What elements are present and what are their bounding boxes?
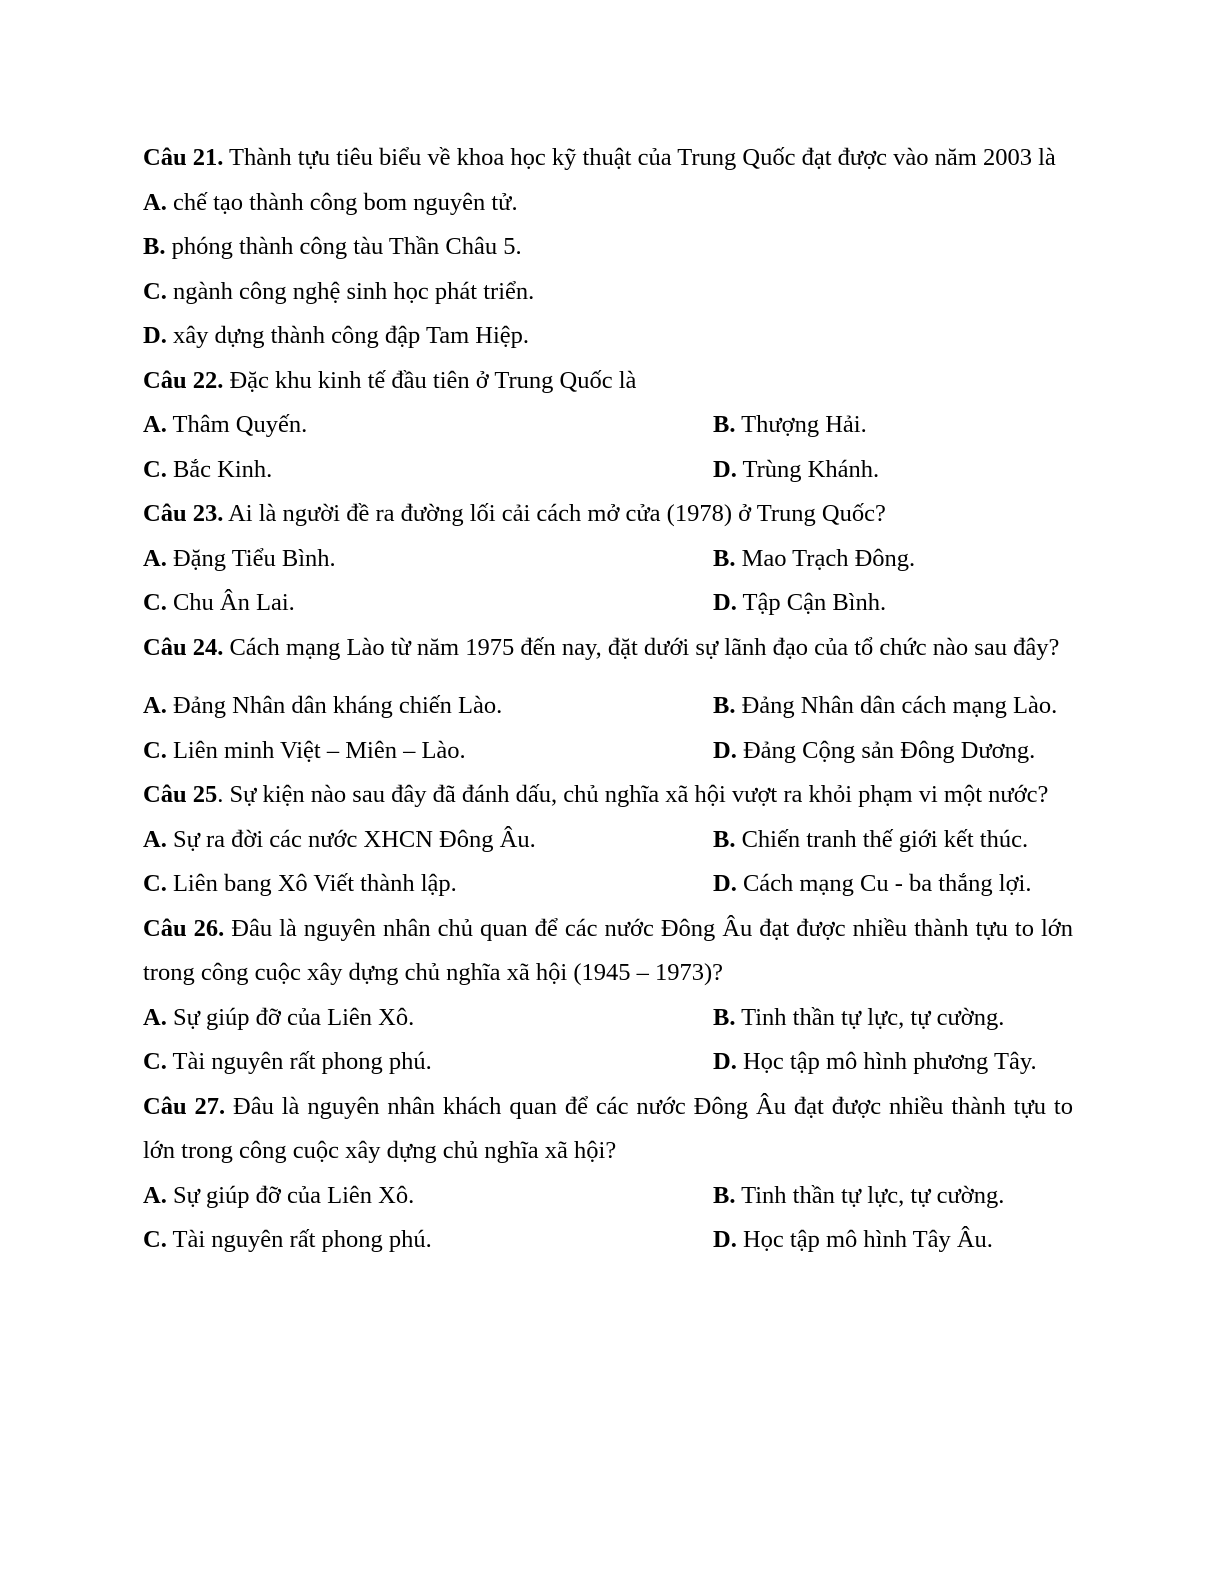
option-letter: B.: [143, 233, 166, 260]
option-row: [143, 448, 1073, 493]
option-text: Liên minh Việt – Miên – Lào.: [166, 736, 466, 764]
option-letter: A.: [143, 692, 167, 719]
question-25: [143, 773, 1073, 818]
option-letter: D.: [143, 322, 167, 349]
question-label: Câu 21.: [143, 144, 224, 171]
option-letter: C.: [143, 736, 167, 764]
option-row: [143, 729, 1073, 774]
option-23-c: [143, 581, 713, 626]
option-text: Đặng Tiểu Bình.: [166, 544, 336, 572]
option-text: Đảng Cộng sản Đông Dương.: [736, 736, 1036, 764]
option-row: [143, 996, 1073, 1041]
document-page: [143, 136, 1073, 1263]
option-25-c: [143, 862, 713, 907]
option-23-b: [713, 537, 1073, 582]
question-text: Cách mạng Lào từ năm 1975 đến nay, đặt dưới sự lãnh đạo của tổ chức nào sau đây?: [223, 633, 1060, 661]
question-27: [143, 1085, 1073, 1174]
option-26-b: [713, 996, 1073, 1041]
option-letter: A.: [143, 411, 167, 438]
option-21-b: [143, 225, 1073, 270]
option-letter: C.: [143, 589, 167, 616]
option-letter: D.: [713, 736, 737, 764]
option-25-a: [143, 818, 713, 863]
option-letter: D.: [713, 589, 737, 616]
option-letter: D.: [713, 870, 737, 897]
option-letter: A.: [143, 1181, 167, 1209]
option-text: Chu Ân Lai.: [166, 589, 295, 616]
option-letter: C.: [143, 1226, 167, 1253]
option-text: Tài nguyên rất phong phú.: [166, 1048, 432, 1075]
question-text: Đâu là nguyên nhân chủ quan để các nước Đông Âu đạt được nhiều thành tựu to lớn trong công cuộc xây dựng chủ nghĩa xã hội (1945 – 1973)?: [143, 914, 1074, 986]
option-row: [143, 537, 1073, 582]
option-letter: A.: [143, 1003, 167, 1031]
option-text: Đảng Nhân dân cách mạng Lào.: [735, 692, 1058, 719]
option-row: [143, 581, 1073, 626]
option-text: Tinh thần tự lực, tự cường.: [735, 1181, 1005, 1209]
question-text: Đặc khu kinh tế đầu tiên ở Trung Quốc là: [223, 366, 637, 394]
option-letter: D.: [713, 1048, 737, 1075]
option-letter: D.: [713, 455, 737, 483]
option-text: phóng thành công tàu Thần Châu 5.: [165, 233, 522, 260]
option-text: Trùng Khánh.: [736, 455, 880, 483]
option-24-a: [143, 684, 713, 729]
question-21: [143, 136, 1073, 181]
option-23-a: [143, 537, 713, 582]
option-letter: C.: [143, 277, 167, 305]
question-label: Câu 23.: [143, 500, 224, 527]
option-26-d: [713, 1040, 1073, 1085]
option-text: Chiến tranh thế giới kết thúc.: [735, 825, 1029, 853]
option-text: Mao Trạch Đông.: [735, 544, 916, 572]
option-letter: B.: [713, 1181, 736, 1209]
option-text: ngành công nghệ sinh học phát triển.: [166, 277, 535, 305]
option-letter: B.: [713, 1003, 736, 1031]
option-row: [143, 818, 1073, 863]
option-row: [143, 403, 1073, 448]
option-row: [143, 862, 1073, 907]
option-24-b: [713, 684, 1073, 729]
option-letter: C.: [143, 455, 167, 483]
option-22-d: [713, 448, 1073, 493]
option-text: Thâm Quyến.: [166, 411, 308, 438]
option-text: Đảng Nhân dân kháng chiến Lào.: [166, 692, 503, 719]
option-22-a: [143, 403, 713, 448]
option-text: Tập Cận Bình.: [736, 589, 887, 616]
option-letter: A.: [143, 825, 167, 853]
question-23: [143, 492, 1073, 537]
option-letter: B.: [713, 544, 736, 572]
option-letter: B.: [713, 411, 736, 438]
option-letter: C.: [143, 1048, 167, 1075]
option-27-a: [143, 1174, 713, 1219]
option-text: chế tạo thành công bom nguyên tử.: [166, 188, 518, 216]
option-text: xây dựng thành công đập Tam Hiệp.: [166, 322, 530, 349]
option-letter: B.: [713, 825, 736, 853]
option-24-d: [713, 729, 1073, 774]
option-text: Bắc Kinh.: [166, 455, 273, 483]
option-text: Sự ra đời các nước XHCN Đông Âu.: [166, 825, 536, 853]
question-label: Câu 26.: [143, 914, 225, 942]
option-letter: C.: [143, 870, 167, 897]
option-row: [143, 1040, 1073, 1085]
option-text: Thượng Hải.: [735, 411, 867, 438]
option-22-b: [713, 403, 1073, 448]
question-24: [143, 626, 1073, 671]
question-22: [143, 359, 1073, 404]
option-text: Học tập mô hình phương Tây.: [736, 1048, 1037, 1075]
option-24-c: [143, 729, 713, 774]
question-text: Đâu là nguyên nhân khách quan để các nước Đông Âu đạt được nhiều thành tựu to lớn trong công cuộc xây dựng chủ nghĩa xã hội?: [143, 1092, 1073, 1164]
option-text: Sự giúp đỡ của Liên Xô.: [166, 1181, 415, 1209]
option-text: Liên bang Xô Viết thành lập.: [166, 870, 457, 897]
option-21-c: [143, 270, 1073, 315]
question-text: Thành tựu tiêu biểu về khoa học kỹ thuật của Trung Quốc đạt được vào năm 2003 là: [223, 144, 1056, 171]
option-26-c: [143, 1040, 713, 1085]
option-21-a: [143, 181, 1073, 226]
option-row: [143, 684, 1073, 729]
question-26: [143, 907, 1073, 996]
option-text: Cách mạng Cu - ba thắng lợi.: [736, 870, 1032, 897]
option-21-d: [143, 314, 1073, 359]
question-label: Câu 25: [143, 781, 218, 808]
question-label: Câu 22.: [143, 366, 224, 394]
option-26-a: [143, 996, 713, 1041]
option-letter: A.: [143, 544, 167, 572]
option-23-d: [713, 581, 1073, 626]
option-27-b: [713, 1174, 1073, 1219]
option-row: [143, 1174, 1073, 1219]
option-letter: D.: [713, 1226, 737, 1253]
question-text: Ai là người đề ra đường lối cải cách mở cửa (1978) ở Trung Quốc?: [223, 500, 886, 527]
option-row: [143, 1218, 1073, 1263]
option-25-d: [713, 862, 1073, 907]
question-label: Câu 24.: [143, 633, 224, 661]
option-text: Tài nguyên rất phong phú.: [166, 1226, 432, 1253]
option-text: Sự giúp đỡ của Liên Xô.: [166, 1003, 415, 1031]
option-27-c: [143, 1218, 713, 1263]
option-letter: B.: [713, 692, 736, 719]
question-label: Câu 27.: [143, 1092, 226, 1120]
option-letter: A.: [143, 188, 167, 216]
option-27-d: [713, 1218, 1073, 1263]
option-text: Tinh thần tự lực, tự cường.: [735, 1003, 1005, 1031]
option-22-c: [143, 448, 713, 493]
option-25-b: [713, 818, 1073, 863]
question-text: . Sự kiện nào sau đây đã đánh dấu, chủ nghĩa xã hội vượt ra khỏi phạm vi một nước?: [217, 781, 1049, 808]
option-text: Học tập mô hình Tây Âu.: [736, 1226, 993, 1253]
